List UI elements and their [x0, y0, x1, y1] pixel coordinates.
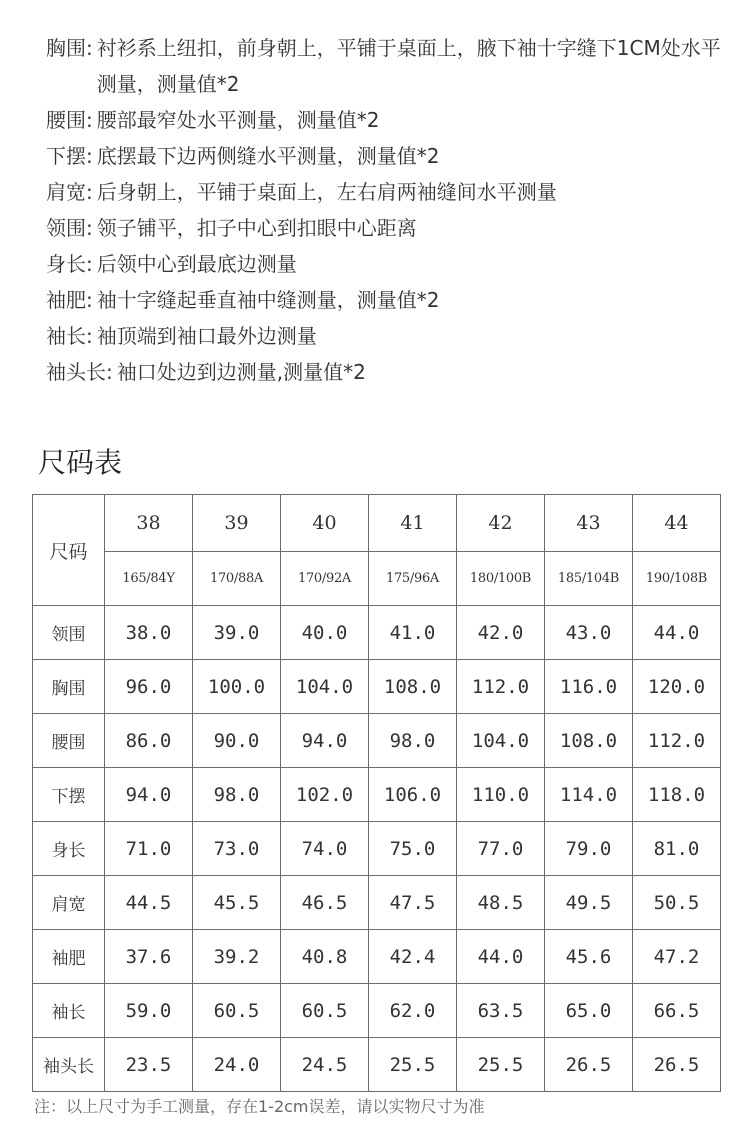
measure-desc: 底摆最下边两侧缝水平测量，测量值*2 [96, 144, 440, 168]
table-cell: 104.0 [457, 714, 545, 768]
table-cell: 81.0 [633, 822, 721, 876]
table-cell: 60.5 [281, 984, 369, 1038]
table-cell: 118.0 [633, 768, 721, 822]
table-cell: 41.0 [369, 606, 457, 660]
size-number: 41 [369, 495, 457, 552]
row-label: 腰围 [33, 714, 105, 768]
measure-item [46, 354, 726, 390]
table-cell: 37.6 [105, 930, 193, 984]
measure-label: 袖肥: [46, 288, 93, 312]
table-cell: 110.0 [457, 768, 545, 822]
table-row [33, 606, 721, 660]
spec-header-row [33, 552, 721, 606]
table-cell: 75.0 [369, 822, 457, 876]
measure-label: 腰围: [46, 108, 93, 132]
table-row [33, 768, 721, 822]
table-cell: 96.0 [105, 660, 193, 714]
measure-item [46, 30, 726, 102]
table-cell: 79.0 [545, 822, 633, 876]
size-chart-table [32, 494, 721, 1092]
table-cell: 45.6 [545, 930, 633, 984]
table-cell: 26.5 [633, 1038, 721, 1092]
table-cell: 108.0 [369, 660, 457, 714]
measure-item [46, 210, 726, 246]
table-cell: 59.0 [105, 984, 193, 1038]
table-cell: 42.0 [457, 606, 545, 660]
measure-label: 胸围: [46, 36, 93, 60]
table-cell: 86.0 [105, 714, 193, 768]
row-label: 下摆 [33, 768, 105, 822]
table-cell: 71.0 [105, 822, 193, 876]
table-cell: 47.2 [633, 930, 721, 984]
row-label: 领围 [33, 606, 105, 660]
measure-desc: 后身朝上，平铺于桌面上，左右肩两袖缝间水平测量 [96, 180, 557, 204]
table-row [33, 930, 721, 984]
table-cell: 45.5 [193, 876, 281, 930]
table-row [33, 714, 721, 768]
table-cell: 114.0 [545, 768, 633, 822]
size-number: 38 [105, 495, 193, 552]
table-row [33, 660, 721, 714]
measure-label: 袖头长: [46, 360, 113, 384]
table-cell: 65.0 [545, 984, 633, 1038]
row-label: 袖头长 [33, 1038, 105, 1092]
table-cell: 62.0 [369, 984, 457, 1038]
table-cell: 39.2 [193, 930, 281, 984]
size-number: 43 [545, 495, 633, 552]
size-number: 42 [457, 495, 545, 552]
table-cell: 100.0 [193, 660, 281, 714]
table-cell: 39.0 [193, 606, 281, 660]
footnote: 注：以上尺寸为手工测量，存在1-2cm误差，请以实物尺寸为准 [34, 1097, 485, 1116]
size-number: 40 [281, 495, 369, 552]
size-spec: 170/92A [281, 552, 369, 606]
table-cell: 40.0 [281, 606, 369, 660]
size-spec: 180/100B [457, 552, 545, 606]
table-row [33, 876, 721, 930]
table-cell: 74.0 [281, 822, 369, 876]
measure-desc: 袖十字缝起垂直袖中缝测量，测量值*2 [96, 288, 440, 312]
measure-desc: 后领中心到最底边测量 [96, 252, 297, 276]
table-row [33, 1038, 721, 1092]
table-cell: 23.5 [105, 1038, 193, 1092]
row-label: 身长 [33, 822, 105, 876]
table-cell: 48.5 [457, 876, 545, 930]
table-cell: 49.5 [545, 876, 633, 930]
size-spec: 175/96A [369, 552, 457, 606]
measure-desc: 袖顶端到袖口最外边测量 [96, 324, 317, 348]
table-cell: 73.0 [193, 822, 281, 876]
measure-label: 袖长: [46, 324, 93, 348]
measure-desc: 袖口处边到边测量,测量值*2 [116, 360, 366, 384]
table-cell: 94.0 [105, 768, 193, 822]
size-header-label: 尺码 [33, 495, 105, 606]
table-cell: 112.0 [633, 714, 721, 768]
table-cell: 26.5 [545, 1038, 633, 1092]
table-cell: 106.0 [369, 768, 457, 822]
table-cell: 120.0 [633, 660, 721, 714]
table-cell: 94.0 [281, 714, 369, 768]
table-cell: 77.0 [457, 822, 545, 876]
measure-label: 下摆: [46, 144, 93, 168]
table-cell: 25.5 [457, 1038, 545, 1092]
measure-desc: 腰部最窄处水平测量，测量值*2 [96, 108, 380, 132]
table-cell: 42.4 [369, 930, 457, 984]
table-cell: 60.5 [193, 984, 281, 1038]
measure-item [46, 138, 726, 174]
table-cell: 98.0 [369, 714, 457, 768]
table-cell: 47.5 [369, 876, 457, 930]
measure-desc: 领子铺平，扣子中心到扣眼中心距离 [96, 216, 417, 240]
table-cell: 44.0 [633, 606, 721, 660]
row-label: 肩宽 [33, 876, 105, 930]
table-cell: 66.5 [633, 984, 721, 1038]
measure-item [46, 102, 726, 138]
row-label: 袖肥 [33, 930, 105, 984]
table-cell: 24.0 [193, 1038, 281, 1092]
table-cell: 112.0 [457, 660, 545, 714]
table-cell: 63.5 [457, 984, 545, 1038]
table-row [33, 984, 721, 1038]
measure-label: 身长: [46, 252, 93, 276]
table-cell: 38.0 [105, 606, 193, 660]
size-header-row [33, 495, 721, 552]
size-spec: 170/88A [193, 552, 281, 606]
row-label: 胸围 [33, 660, 105, 714]
measurement-guide [46, 30, 726, 390]
table-cell: 104.0 [281, 660, 369, 714]
table-cell: 116.0 [545, 660, 633, 714]
size-chart-title: 尺码表 [38, 446, 123, 479]
table-cell: 25.5 [369, 1038, 457, 1092]
table-cell: 50.5 [633, 876, 721, 930]
size-number: 44 [633, 495, 721, 552]
measure-item [46, 246, 726, 282]
table-cell: 24.5 [281, 1038, 369, 1092]
row-label: 袖长 [33, 984, 105, 1038]
table-cell: 108.0 [545, 714, 633, 768]
table-cell: 98.0 [193, 768, 281, 822]
measure-item [46, 318, 726, 354]
table-cell: 46.5 [281, 876, 369, 930]
measure-desc: 衬衫系上纽扣，前身朝上，平铺于桌面上，腋下袖十字缝下1CM处水平测量，测量值*2 [96, 36, 721, 96]
measure-item [46, 174, 726, 210]
table-row [33, 822, 721, 876]
size-spec: 165/84Y [105, 552, 193, 606]
size-spec: 185/104B [545, 552, 633, 606]
table-cell: 102.0 [281, 768, 369, 822]
size-spec: 190/108B [633, 552, 721, 606]
measure-label: 领围: [46, 216, 93, 240]
table-cell: 44.5 [105, 876, 193, 930]
table-cell: 44.0 [457, 930, 545, 984]
table-cell: 90.0 [193, 714, 281, 768]
size-number: 39 [193, 495, 281, 552]
measure-item [46, 282, 726, 318]
table-cell: 40.8 [281, 930, 369, 984]
table-cell: 43.0 [545, 606, 633, 660]
measure-label: 肩宽: [46, 180, 93, 204]
